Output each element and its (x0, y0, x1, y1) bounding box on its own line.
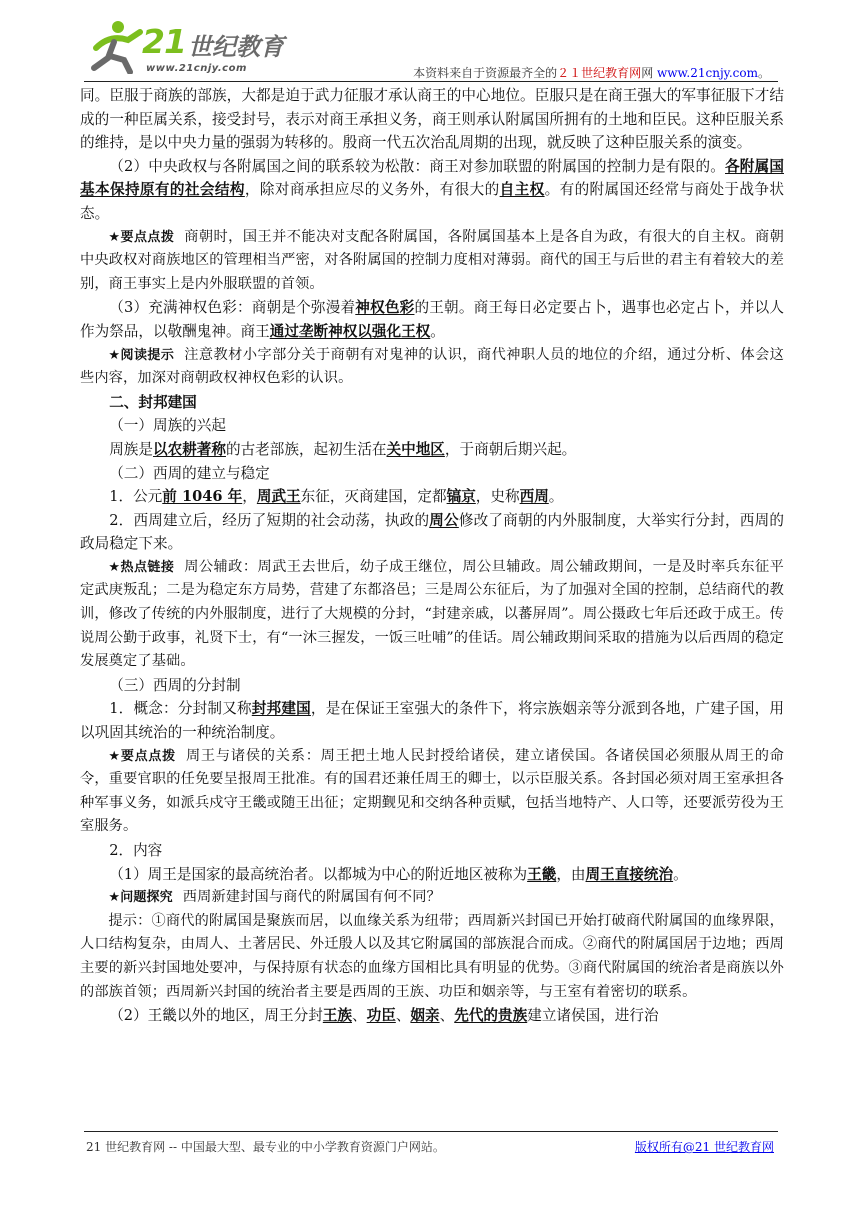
tip-block: ★阅读提示 注意教材小字部分关于商朝有对鬼神的认识，商代神职人员的地位的介绍，通过分析、体会这些内容，加深对商朝政权神权色彩的认识。 (80, 346, 784, 387)
tip-tag: ★要点点拨 (108, 748, 176, 764)
header-rule (84, 81, 778, 82)
logo-chinese: 世纪教育 (188, 33, 284, 61)
source-url[interactable]: www.21cnjy.com (657, 66, 758, 80)
keyword: 西周 (519, 488, 549, 506)
logo-number: 21 (142, 22, 186, 61)
tip-tag: ★问题探究 (108, 890, 173, 906)
tip-block: ★热点链接 周公辅政：周武王去世后，幼子成王继位，周公旦辅政。周公辅政期间，一是及时率兵东征平定武庚叛乱；二是为稳定东方局势，营建了东都洛邑；三是周公东征后，为了加强对全国的控制，总结商代的教训，修改了传统的内外服制度，进行了大规模的分封，“封建亲戚，以蕃屏周”。周公摄政七年后还政于成王。传说周公勤于政事，礼贤下士，有“一沐三握发，一饭三吐哺”的佳话。周公辅政期间采取的措施为以后西周的稳定发展奠定了基础。 (80, 558, 784, 670)
paragraph: 2．内容 (109, 842, 163, 859)
paragraph: （3）充满神权色彩：商朝是个弥漫着神权色彩的王朝。商王每日必定要占卜，遇事也必定占卜，并以人作为祭品，以敬酬鬼神。商王通过垄断神权以强化王权。 (80, 299, 784, 340)
paragraph: 提示：①商代的附属国是聚族而居，以血缘关系为纽带；西周新兴封国已开始打破商代附属国的血缘界限，人口结构复杂，由周人、土著居民、外迁殷人以及其它附属国的部族混合而成。②商代的附属国居于边地；西周主要的新兴封国地处要冲，与保持原有状态的血缘方国相比具有明显的优势。③商代附属国的统治者是商族以外的部族首领；西周新兴封国的统治者主要是西周的王族、功臣和姻亲等，与王室有着密切的联系。 (80, 912, 784, 1000)
paragraph: 周族是以农耕著称的古老部族，起初生活在关中地区，于商朝后期兴起。 (109, 440, 577, 458)
source-prefix: 本资料来自于资源最齐全的 (413, 66, 558, 80)
runner-icon (88, 18, 144, 74)
tip-tag: ★热点链接 (108, 559, 175, 575)
keyword: 先代的贵族 (454, 1007, 528, 1025)
keyword: 自主权 (499, 181, 545, 199)
tip-block: ★要点点拨 周王与诸侯的关系：周王把土地人民封授给诸侯，建立诸侯国。各诸侯国必须服从周王的命令，重要官职的任免要呈报周王批准。有的国君还兼任周王的卿士，以示臣服关系。各封国必须对周王室承担各种军事义务，如派兵戍守王畿或随王出征；定期觐见和交纳各种贡赋，包括当地特产、人口等，还要派劳役为王室服务。 (80, 747, 784, 835)
keyword: 各附属国基本保持原有的社会结构 (80, 157, 784, 199)
keyword: 关中地区 (386, 440, 445, 458)
paragraph: 2．西周建立后，经历了短期的社会动荡，执政的周公修改了商朝的内外服制度，大举实行分封，西周的政局稳定下来。 (80, 511, 784, 553)
subsection-heading: （一）周族的兴起 (109, 417, 226, 435)
keyword: 王畿 (527, 865, 557, 883)
source-mid: 网 (641, 66, 658, 80)
keyword: 以农耕著称 (152, 440, 226, 458)
tip-block: ★问题探究 西周新建封国与商代的附属国有何不同？ (108, 889, 441, 906)
paragraph: 同。臣服于商族的部族，大都是迫于武力征服才承认商王的中心地位。臣服只是在商王强大的军事征服下才结成的一种臣属关系，接受封号，表示对商王承担义务，商王则承认附属国所拥有的土地和臣民。这种臣服关系的维持，是以中央力量的强弱为转移的。殷商一代五次治乱周期的出现，就反映了这种臣服关系的演变。 (80, 87, 784, 152)
footer-rule (84, 1131, 778, 1132)
source-site[interactable]: ２１世纪教育网 (557, 66, 642, 80)
keyword: 周武王 (256, 488, 301, 506)
logo-url: www.21cnjy.com (146, 63, 247, 74)
paragraph: （2）王畿以外的地区，周王分封王族、功臣、姻亲、先代的贵族建立诸侯国，进行治 (109, 1007, 659, 1025)
keyword: 功臣 (366, 1007, 396, 1025)
tip-tag: ★要点点拨 (108, 229, 175, 245)
section-heading: 二、封邦建国 (109, 393, 197, 411)
paragraph: （2）中央政权与各附属国之间的联系较为松散：商王对参加联盟的附属国的控制力是有限的。各附属国基本保持原有的社会结构，除对商承担应尽的义务外，有很大的自主权。有的附属国还经常与商处于战争状态。 (80, 157, 784, 222)
header-source: 本资料来自于资源最齐全的２１世纪教育网网 www.21cnjy.com。 (413, 66, 770, 80)
subsection-heading: （二）西周的建立与稳定 (109, 464, 270, 482)
keyword: 神权色彩 (355, 299, 415, 317)
keyword: 通过垄断神权以强化王权 (269, 322, 431, 340)
keyword: 镐京 (446, 488, 476, 506)
site-logo[interactable] (88, 16, 288, 78)
paragraph: 1．概念：分封制又称封邦建国，是在保证王室强大的条件下，将宗族姻亲等分派到各地，广建子国，用以巩固其统治的一种统治制度。 (80, 700, 784, 742)
keyword: 封邦建国 (251, 700, 311, 718)
tip-tag: ★阅读提示 (108, 347, 175, 363)
subsection-heading: （三）西周的分封制 (109, 676, 241, 694)
tip-block: ★要点点拨 商朝时，国王并不能决对支配各附属国，各附属国基本上是各自为政，有很大的自主权。商朝中央政权对商族地区的管理相当严密，对各附属国的控制力度相对薄弱。商代的国王与后世的君主有着较大的差别，商王事实上是内外服联盟的首领。 (80, 228, 784, 292)
paragraph: （1）周王是国家的最高统治者。以都城为中心的附近地区被称为王畿，由周王直接统治。 (109, 865, 688, 883)
footer-text: 21 世纪教育网 -- 中国最大型、最专业的中小学教育资源门户网站。 (86, 1140, 445, 1154)
keyword: 姻亲 (410, 1007, 440, 1025)
copyright-link[interactable]: 版权所有@21 世纪教育网 (634, 1140, 774, 1154)
keyword: 周王直接统治 (585, 865, 674, 883)
document-body (80, 84, 784, 1028)
keyword: 王族 (322, 1007, 352, 1025)
keyword: 周公 (429, 511, 459, 529)
paragraph: 1．公元前 1046 年，周武王东征，灭商建国，定都镐京，史称西周。 (109, 488, 564, 506)
keyword: 前 1046 年 (162, 488, 243, 506)
page-header (0, 0, 860, 82)
